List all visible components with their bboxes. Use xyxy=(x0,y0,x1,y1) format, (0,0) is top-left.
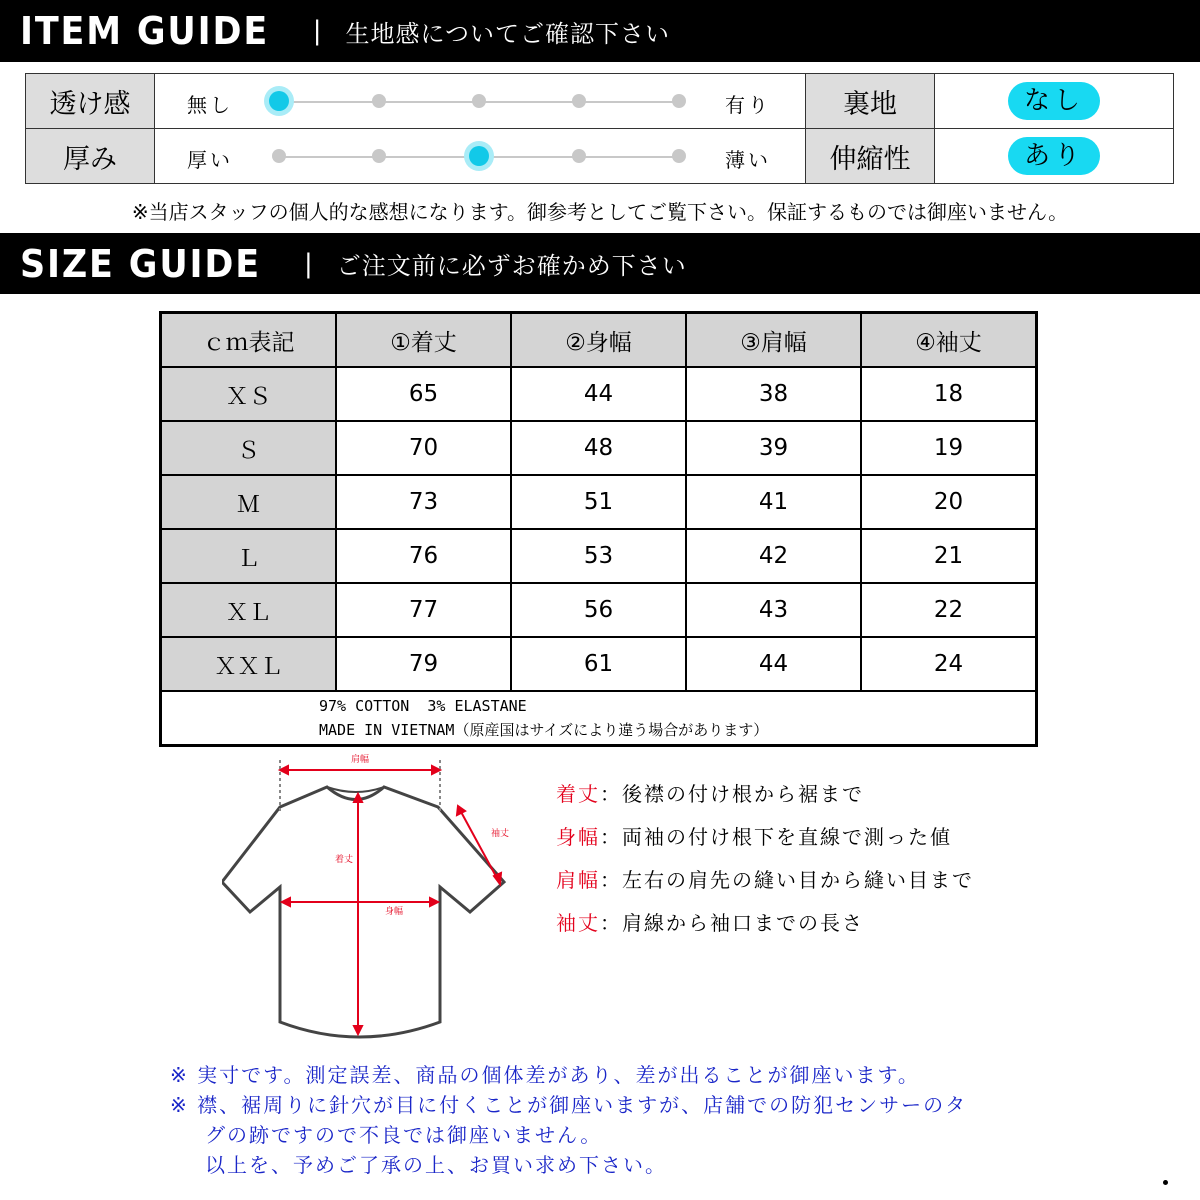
size-guide-banner xyxy=(0,233,1200,294)
measurement-definitions xyxy=(556,778,974,950)
table-row xyxy=(161,367,1037,421)
country-of-origin: MADE IN VIETNAM（原産国はサイズにより違う場合があります） xyxy=(319,721,769,739)
lining-label: 裏地 xyxy=(806,74,935,129)
scale-dot-4 xyxy=(572,149,586,163)
definition-row xyxy=(556,821,974,864)
scale-dot-5 xyxy=(672,149,686,163)
item-guide-subtitle: 生地感についてご確認下さい xyxy=(345,19,671,48)
scale-dot-1 xyxy=(272,149,286,163)
header-sleeve: ④袖丈 xyxy=(861,313,1037,368)
scale-right-label: 有り xyxy=(725,93,771,117)
table-cell: 65 xyxy=(336,367,511,421)
diagram-body-label: 身幅 xyxy=(384,907,404,917)
definition-text: ：肩線から袖口までの長さ xyxy=(600,911,864,935)
definition-text: ：両袖の付け根下を直線で測った値 xyxy=(600,825,952,849)
definition-key: 着丈 xyxy=(556,782,600,806)
header-unit: ｃｍ表記 xyxy=(161,313,337,368)
lining-value-cell xyxy=(935,74,1174,129)
thickness-label: 厚み xyxy=(26,129,155,184)
table-cell: 41 xyxy=(686,475,861,529)
table-cell: 18 xyxy=(861,367,1037,421)
definition-row xyxy=(556,864,974,907)
table-row xyxy=(161,529,1037,583)
scale-dot-1-selected xyxy=(269,91,289,111)
table-cell: 20 xyxy=(861,475,1037,529)
stretch-value-cell xyxy=(935,129,1174,184)
diagram-sleeve-label: 袖丈 xyxy=(490,829,510,839)
definition-key: 身幅 xyxy=(556,825,600,849)
lining-value: なし xyxy=(1008,82,1100,120)
table-cell: 42 xyxy=(686,529,861,583)
scale-dot-2 xyxy=(372,94,386,108)
scale-dot-5 xyxy=(672,94,686,108)
scale-dot-4 xyxy=(572,94,586,108)
table-cell: 56 xyxy=(511,583,686,637)
size-label: ＸＸＬ xyxy=(161,637,337,691)
table-cell: 24 xyxy=(861,637,1037,691)
table-row xyxy=(161,421,1037,475)
size-label: ＸＬ xyxy=(161,583,337,637)
size-label: ＸＳ xyxy=(161,367,337,421)
definition-row xyxy=(556,907,974,950)
item-guide-grid xyxy=(25,73,1174,184)
note-line: 以上を、予めご了承の上、お買い求め下さい。 xyxy=(205,1153,667,1177)
stretch-label: 伸縮性 xyxy=(806,129,935,184)
diagram-length-label: 着丈 xyxy=(334,855,354,865)
header-shoulder: ③肩幅 xyxy=(686,313,861,368)
table-cell: 70 xyxy=(336,421,511,475)
definition-key: 袖丈 xyxy=(556,911,600,935)
header-length: ①着丈 xyxy=(336,313,511,368)
table-row xyxy=(161,583,1037,637)
banner-separator: | xyxy=(312,16,322,46)
size-table-header xyxy=(161,313,1037,368)
table-cell: 43 xyxy=(686,583,861,637)
table-cell: 22 xyxy=(861,583,1037,637)
table-cell: 53 xyxy=(511,529,686,583)
size-label: Ｍ xyxy=(161,475,337,529)
table-cell: 44 xyxy=(511,367,686,421)
size-label: Ｌ xyxy=(161,529,337,583)
tshirt-outline xyxy=(222,787,504,1037)
size-table xyxy=(159,311,1038,747)
note-line: グの跡ですので不良では御座いません。 xyxy=(205,1123,603,1147)
header-width: ②身幅 xyxy=(511,313,686,368)
size-guide-subtitle: ご注文前に必ずお確かめ下さい xyxy=(336,252,687,280)
decorative-dot xyxy=(1163,1180,1168,1185)
scale-dot-3-selected xyxy=(469,146,489,166)
note-line: ※ 実寸です。測定誤差、商品の個体差があり、差が出ることが御座います。 xyxy=(170,1063,920,1087)
material-row xyxy=(161,691,1037,746)
table-cell: 77 xyxy=(336,583,511,637)
item-guide-title: ITEM GUIDE xyxy=(20,9,270,53)
table-row xyxy=(161,637,1037,691)
table-cell: 73 xyxy=(336,475,511,529)
item-guide-note: ※当店スタッフの個人的な感想になります。御参考としてご覧下さい。保証するものでは御座いません。 xyxy=(131,200,1069,224)
definition-row xyxy=(556,778,974,821)
table-cell: 51 xyxy=(511,475,686,529)
scale-right-label: 薄い xyxy=(725,148,771,172)
stretch-value: あり xyxy=(1008,137,1100,175)
table-cell: 21 xyxy=(861,529,1037,583)
definition-text: ：後襟の付け根から裾まで xyxy=(600,782,864,806)
material-info xyxy=(161,691,1037,746)
table-cell: 39 xyxy=(686,421,861,475)
definition-key: 肩幅 xyxy=(556,868,600,892)
transparency-scale xyxy=(155,74,806,129)
size-guide-title: SIZE GUIDE xyxy=(20,241,261,286)
material-composition: 97% COTTON 3% ELASTANE xyxy=(319,697,527,715)
table-cell: 38 xyxy=(686,367,861,421)
size-label: Ｓ xyxy=(161,421,337,475)
table-cell: 76 xyxy=(336,529,511,583)
definition-text: ：左右の肩先の縫い目から縫い目まで xyxy=(600,868,974,892)
transparency-label: 透け感 xyxy=(26,74,155,129)
table-cell: 61 xyxy=(511,637,686,691)
table-row xyxy=(161,475,1037,529)
scale-dot-3 xyxy=(472,94,486,108)
item-guide-banner xyxy=(0,0,1200,62)
table-cell: 44 xyxy=(686,637,861,691)
disclaimer-notes xyxy=(170,1060,967,1180)
diagram-shoulder-label: 肩幅 xyxy=(350,755,370,765)
table-cell: 48 xyxy=(511,421,686,475)
table-cell: 79 xyxy=(336,637,511,691)
scale-dot-2 xyxy=(372,149,386,163)
thickness-scale xyxy=(155,129,806,184)
banner-separator: | xyxy=(303,248,313,279)
tshirt-measurement-diagram xyxy=(222,752,522,1044)
scale-left-label: 無し xyxy=(187,93,233,117)
note-line: ※ 襟、裾周りに針穴が目に付くことが御座いますが、店舗での防犯センサーのタ xyxy=(170,1093,968,1117)
table-cell: 19 xyxy=(861,421,1037,475)
scale-left-label: 厚い xyxy=(187,148,233,172)
